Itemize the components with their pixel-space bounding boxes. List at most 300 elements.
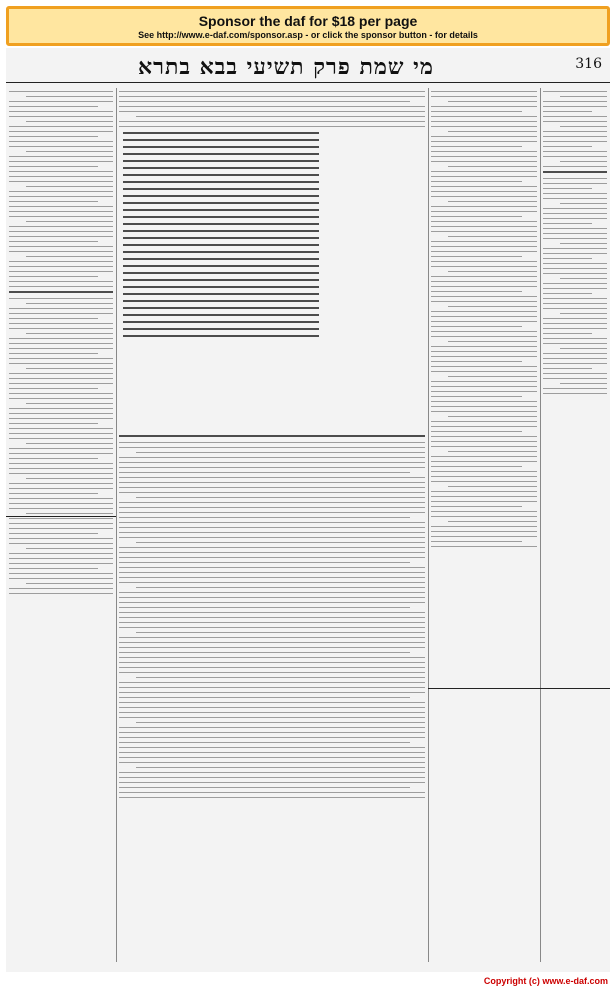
text-line xyxy=(543,116,607,117)
text-line xyxy=(119,762,425,763)
text-line xyxy=(119,487,425,488)
text-line xyxy=(560,96,607,97)
text-line xyxy=(431,406,537,407)
text-line xyxy=(119,492,425,493)
text-line xyxy=(560,161,607,162)
text-line xyxy=(560,243,607,244)
text-line xyxy=(431,401,537,402)
text-line xyxy=(560,348,607,349)
text-line xyxy=(9,261,113,262)
text-line xyxy=(431,476,537,477)
text-line xyxy=(119,757,425,758)
text-line xyxy=(431,331,537,332)
text-line xyxy=(543,378,607,379)
text-line xyxy=(9,573,113,574)
text-line xyxy=(431,176,537,177)
text-line xyxy=(123,279,319,281)
text-line xyxy=(543,263,607,264)
banner-title: Sponsor the daf for $18 per page xyxy=(198,13,418,29)
text-line xyxy=(560,383,607,384)
text-line xyxy=(543,358,607,359)
text-line xyxy=(431,96,537,97)
text-line xyxy=(431,296,537,297)
text-line xyxy=(431,206,537,207)
text-line xyxy=(9,418,113,419)
text-line xyxy=(9,241,98,242)
text-line xyxy=(431,461,537,462)
text-line xyxy=(9,553,113,554)
text-line xyxy=(9,106,98,107)
text-line xyxy=(123,167,319,169)
text-line xyxy=(543,101,607,102)
left-commentary-column xyxy=(6,88,116,962)
text-line xyxy=(448,131,537,132)
text-line xyxy=(119,617,425,618)
text-line xyxy=(9,388,98,389)
text-line xyxy=(26,368,113,369)
text-line xyxy=(119,552,425,553)
text-line xyxy=(431,506,522,507)
text-line xyxy=(448,101,537,102)
text-line xyxy=(119,752,425,753)
text-line xyxy=(448,521,537,522)
text-line xyxy=(560,203,607,204)
text-line xyxy=(123,202,319,204)
text-line xyxy=(543,198,607,199)
text-line xyxy=(26,443,113,444)
text-line xyxy=(9,428,113,429)
text-line xyxy=(560,278,607,279)
text-line xyxy=(448,201,537,202)
text-line xyxy=(123,146,319,148)
text-line xyxy=(9,101,113,102)
text-line xyxy=(123,258,319,260)
text-line xyxy=(119,442,425,443)
text-line xyxy=(431,146,522,147)
text-line xyxy=(448,451,537,452)
text-line xyxy=(123,216,319,218)
text-line xyxy=(448,236,537,237)
text-line xyxy=(431,491,537,492)
text-line xyxy=(119,502,425,503)
text-line xyxy=(123,272,319,274)
text-line xyxy=(543,273,607,274)
text-line xyxy=(9,181,113,182)
text-line xyxy=(119,106,425,107)
text-line xyxy=(9,271,113,272)
text-line xyxy=(9,588,113,589)
text-line xyxy=(431,126,537,127)
text-line xyxy=(123,174,319,176)
text-line xyxy=(9,378,113,379)
text-line xyxy=(431,311,537,312)
text-line xyxy=(448,376,537,377)
text-line xyxy=(119,557,425,558)
text-line xyxy=(119,572,425,573)
text-line xyxy=(431,481,537,482)
text-line xyxy=(543,248,607,249)
text-line xyxy=(119,787,410,788)
text-line xyxy=(431,211,537,212)
text-line xyxy=(9,508,113,509)
text-line xyxy=(431,196,537,197)
text-line xyxy=(9,166,98,167)
text-line xyxy=(119,772,425,773)
text-line xyxy=(9,191,113,192)
text-line xyxy=(431,216,522,217)
text-line xyxy=(119,472,410,473)
text-line xyxy=(9,448,113,449)
text-line xyxy=(431,181,522,182)
text-line xyxy=(543,183,607,184)
text-line xyxy=(431,351,537,352)
text-line xyxy=(119,602,425,603)
text-line xyxy=(543,298,607,299)
text-line xyxy=(9,568,98,569)
text-line xyxy=(431,501,537,502)
text-line xyxy=(123,132,319,134)
text-line xyxy=(448,306,537,307)
text-line xyxy=(9,433,113,434)
text-line xyxy=(119,562,410,563)
text-line xyxy=(26,121,113,122)
text-line xyxy=(431,161,537,162)
text-line xyxy=(431,421,537,422)
text-line xyxy=(9,246,113,247)
text-line xyxy=(26,478,113,479)
page-header-title: מי שמת פרק תשיעי בבא בתרא xyxy=(138,54,434,80)
text-line xyxy=(123,300,319,302)
text-line xyxy=(9,523,113,524)
text-line xyxy=(9,503,113,504)
text-line xyxy=(26,333,113,334)
text-line xyxy=(543,171,607,173)
text-line xyxy=(123,251,319,253)
text-line xyxy=(543,343,607,344)
text-line xyxy=(543,166,607,167)
text-line xyxy=(9,408,113,409)
text-line xyxy=(123,230,319,232)
text-line xyxy=(123,195,319,197)
text-line xyxy=(9,131,113,132)
text-line xyxy=(123,223,319,225)
text-line xyxy=(543,303,607,304)
page-header xyxy=(6,48,610,83)
text-line xyxy=(431,411,537,412)
text-line xyxy=(9,353,98,354)
copyright-link[interactable]: Copyright (c) www.e-daf.com xyxy=(483,976,608,986)
text-line xyxy=(26,548,113,549)
text-line xyxy=(431,396,522,397)
text-line xyxy=(431,516,537,517)
text-line xyxy=(119,627,425,628)
text-line xyxy=(123,139,319,141)
text-line xyxy=(543,146,592,147)
text-line xyxy=(543,228,607,229)
text-line xyxy=(119,732,425,733)
text-line xyxy=(119,517,410,518)
text-line xyxy=(119,592,425,593)
text-line xyxy=(543,218,607,219)
text-line xyxy=(543,121,607,122)
text-line xyxy=(9,141,113,142)
text-line xyxy=(123,314,319,316)
text-line xyxy=(431,281,537,282)
text-line xyxy=(543,328,607,329)
text-line xyxy=(9,398,113,399)
text-line xyxy=(431,496,537,497)
text-line xyxy=(9,473,113,474)
text-line xyxy=(431,531,537,532)
text-line xyxy=(9,458,98,459)
text-line xyxy=(119,667,425,668)
text-line xyxy=(431,261,537,262)
text-line xyxy=(9,538,113,539)
text-line xyxy=(119,91,425,92)
text-line xyxy=(119,512,425,513)
text-line xyxy=(26,256,113,257)
text-line xyxy=(119,121,425,122)
text-line xyxy=(119,597,425,598)
text-line xyxy=(9,201,98,202)
text-line xyxy=(543,151,607,152)
text-line xyxy=(431,91,537,92)
text-line xyxy=(119,782,425,783)
text-line xyxy=(9,328,113,329)
text-line xyxy=(543,363,607,364)
text-line xyxy=(9,196,113,197)
text-line xyxy=(136,497,425,498)
text-line xyxy=(431,546,537,547)
text-line xyxy=(448,416,537,417)
text-line xyxy=(9,348,113,349)
text-line xyxy=(9,363,113,364)
text-line xyxy=(431,136,537,137)
text-line xyxy=(9,236,113,237)
text-line xyxy=(431,371,537,372)
text-line xyxy=(431,266,537,267)
text-line xyxy=(123,328,319,330)
text-line xyxy=(136,677,425,678)
text-line xyxy=(119,702,425,703)
text-line xyxy=(26,151,113,152)
text-line xyxy=(431,316,537,317)
text-line xyxy=(136,722,425,723)
text-line xyxy=(9,313,113,314)
text-line xyxy=(543,288,607,289)
text-line xyxy=(9,291,113,293)
text-line xyxy=(136,587,425,588)
text-line xyxy=(119,532,425,533)
text-line xyxy=(9,286,113,287)
text-line xyxy=(136,116,425,117)
text-line xyxy=(431,366,537,367)
text-line xyxy=(431,326,522,327)
text-line xyxy=(119,662,425,663)
text-line xyxy=(9,226,113,227)
text-line xyxy=(431,346,537,347)
text-line xyxy=(119,607,410,608)
text-line xyxy=(119,101,410,102)
text-line xyxy=(9,438,113,439)
text-line xyxy=(431,121,537,122)
section-divider xyxy=(6,516,116,517)
text-line xyxy=(119,777,425,778)
text-line xyxy=(431,276,537,277)
text-line xyxy=(543,106,607,107)
text-line xyxy=(9,343,113,344)
text-line xyxy=(119,712,425,713)
text-line xyxy=(431,336,537,337)
text-line xyxy=(136,632,425,633)
text-line xyxy=(119,537,425,538)
text-line xyxy=(543,91,607,92)
text-line xyxy=(119,577,425,578)
text-line xyxy=(543,353,607,354)
text-line xyxy=(431,386,537,387)
text-line xyxy=(448,166,537,167)
text-line xyxy=(9,578,113,579)
text-line xyxy=(119,697,410,698)
text-line xyxy=(431,426,537,427)
text-line xyxy=(431,286,537,287)
text-line xyxy=(123,321,319,323)
text-line xyxy=(119,742,410,743)
text-line xyxy=(543,393,607,394)
text-line xyxy=(119,692,425,693)
text-line xyxy=(9,563,113,564)
text-line xyxy=(119,547,425,548)
text-line xyxy=(119,467,425,468)
text-line xyxy=(119,792,425,793)
text-line xyxy=(431,381,537,382)
text-line xyxy=(543,136,607,137)
text-line xyxy=(543,193,607,194)
text-line xyxy=(9,498,113,499)
text-line xyxy=(9,463,113,464)
text-line xyxy=(543,141,607,142)
text-line xyxy=(9,423,98,424)
text-line xyxy=(9,231,113,232)
text-line xyxy=(431,111,522,112)
text-line xyxy=(560,126,607,127)
text-line xyxy=(119,96,425,97)
text-line xyxy=(431,541,522,542)
text-line xyxy=(431,361,522,362)
text-line xyxy=(123,237,319,239)
text-line xyxy=(26,403,113,404)
text-line xyxy=(136,767,425,768)
text-line xyxy=(119,527,425,528)
text-line xyxy=(119,717,425,718)
text-line xyxy=(543,293,592,294)
text-line xyxy=(136,452,425,453)
sponsor-banner[interactable] xyxy=(6,6,610,46)
text-line xyxy=(543,188,592,189)
text-line xyxy=(9,383,113,384)
text-line xyxy=(9,483,113,484)
text-line xyxy=(431,441,537,442)
text-line xyxy=(119,647,425,648)
text-line xyxy=(431,116,537,117)
text-line xyxy=(431,171,537,172)
text-line xyxy=(9,358,113,359)
text-line xyxy=(119,582,425,583)
text-line xyxy=(9,171,113,172)
text-line xyxy=(543,213,607,214)
text-line xyxy=(9,468,113,469)
text-line xyxy=(543,156,607,157)
text-line xyxy=(543,131,607,132)
text-line xyxy=(9,308,113,309)
text-line xyxy=(119,737,425,738)
text-line xyxy=(9,266,113,267)
text-line xyxy=(431,391,537,392)
text-line xyxy=(119,747,425,748)
text-line xyxy=(119,435,425,437)
text-line xyxy=(431,186,537,187)
text-line xyxy=(431,526,537,527)
text-line xyxy=(9,318,98,319)
far-right-margin-column xyxy=(540,88,610,962)
text-line xyxy=(431,246,537,247)
text-line xyxy=(119,447,425,448)
text-line xyxy=(431,321,537,322)
text-line xyxy=(9,488,113,489)
text-line xyxy=(9,206,113,207)
text-line xyxy=(431,256,522,257)
text-line xyxy=(119,682,425,683)
text-line xyxy=(119,477,425,478)
text-line xyxy=(9,126,113,127)
text-line xyxy=(543,223,592,224)
text-line xyxy=(543,258,592,259)
text-line xyxy=(431,466,522,467)
text-line xyxy=(543,388,607,389)
text-line xyxy=(119,507,425,508)
text-line xyxy=(431,456,537,457)
text-line xyxy=(119,612,425,613)
text-line xyxy=(123,181,319,183)
text-line xyxy=(9,518,113,519)
text-line xyxy=(431,191,537,192)
text-line xyxy=(26,96,113,97)
gemara-text-block xyxy=(116,128,326,428)
text-line xyxy=(119,707,425,708)
text-line xyxy=(431,301,537,302)
text-line xyxy=(9,91,113,92)
text-line xyxy=(119,126,425,127)
text-line xyxy=(431,511,537,512)
text-line xyxy=(431,536,537,537)
text-line xyxy=(26,513,113,514)
text-line xyxy=(543,368,592,369)
text-line xyxy=(431,436,537,437)
text-line xyxy=(9,276,98,277)
text-line xyxy=(448,486,537,487)
text-line xyxy=(9,558,113,559)
text-line xyxy=(431,241,537,242)
text-line xyxy=(136,542,425,543)
text-line xyxy=(431,231,537,232)
banner-subtitle[interactable]: See http://www.e-daf.com/sponsor.asp - or click the sponsor button - for details xyxy=(138,30,478,40)
text-line xyxy=(9,211,113,212)
text-line xyxy=(543,373,607,374)
text-line xyxy=(9,543,113,544)
text-line xyxy=(543,178,607,179)
section-divider xyxy=(428,688,610,689)
text-line xyxy=(9,156,113,157)
